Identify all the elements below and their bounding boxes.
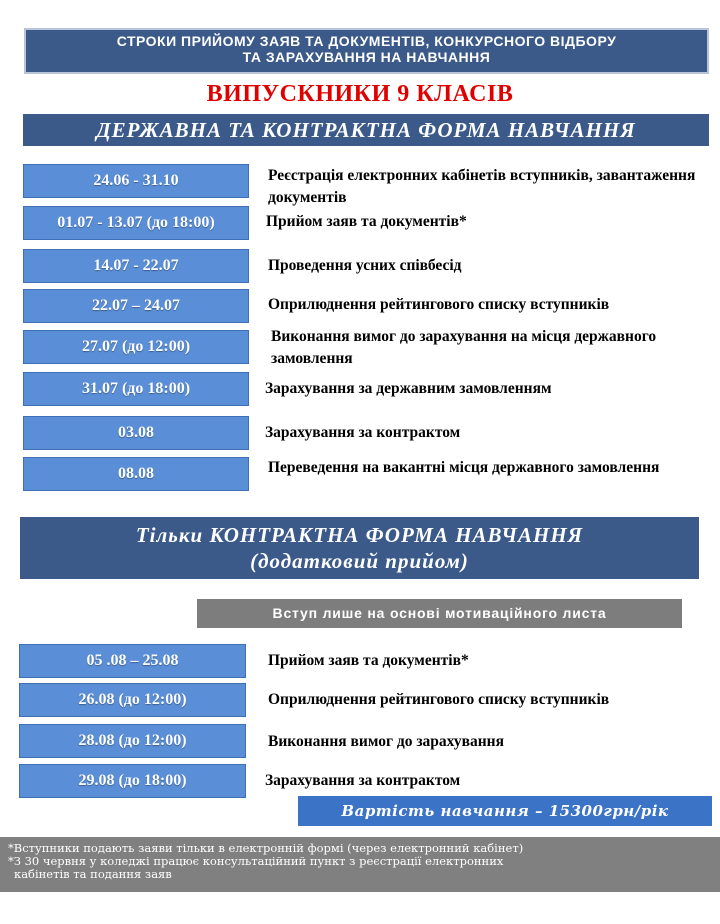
footer-note-electronic: *Вступники подають заяви тільки в електронній формі (через електронний кабінет): [8, 841, 524, 855]
tuition-price-banner: Вартість навчання – 15300грн/рік: [298, 796, 712, 826]
date-cell: 28.08 (до 12:00): [19, 724, 246, 758]
page-title: ВИПУСКНИКИ 9 КЛАСІВ: [206, 81, 514, 107]
footer-note-consultation: *З 30 червня у коледжі працює консультаційний пункт з реєстрації електронних: [8, 854, 504, 868]
schedule-description: Реєстрація електронних кабінетів вступників, завантаження документів: [268, 167, 696, 206]
date-cell: 26.08 (до 12:00): [19, 683, 246, 717]
schedule-description: Зарахування за державним замовленням: [265, 380, 552, 397]
date-cell: 01.07 - 13.07 (до 18:00): [23, 206, 249, 240]
schedule-description: Виконання вимог до зарахування на місця державного замовлення: [271, 328, 657, 367]
date-cell: 22.07 – 24.07: [23, 289, 249, 323]
schedule-description: Зарахування за контрактом: [265, 772, 461, 789]
header-line-1: СТРОКИ ПРИЙОМУ ЗАЯВ ТА ДОКУМЕНТІВ, КОНКУРСНОГО ВІДБОРУ: [116, 33, 617, 49]
footer-note-consultation-cont: кабінетів та подання заяв: [14, 867, 172, 881]
schedule-description: Переведення на вакантні місця державного замовлення: [268, 459, 660, 476]
schedule-description: Виконання вимог до зарахування: [268, 733, 504, 750]
motivation-letter-note: Вступ лише на основі мотиваційного листа: [197, 599, 682, 628]
date-cell: 03.08: [23, 416, 249, 450]
section-contract-only-line-1: Тільки КОНТРАКТНА ФОРМА НАВЧАННЯ: [135, 523, 584, 547]
schedule-description: Оприлюднення рейтингового списку вступників: [268, 691, 610, 708]
header-banner: [24, 28, 709, 74]
date-cell: 08.08: [23, 457, 249, 491]
date-cell: 27.07 (до 12:00): [23, 330, 249, 364]
date-cell: 29.08 (до 18:00): [19, 764, 246, 798]
section-contract-only-line-2: (додатковий прийом): [250, 549, 469, 573]
schedule-description: Прийом заяв та документів*: [268, 652, 469, 669]
schedule-description: Зарахування за контрактом: [265, 424, 461, 441]
date-cell: 31.07 (до 18:00): [23, 372, 249, 406]
section-state-contract-title: ДЕРЖАВНА ТА КОНТРАКТНА ФОРМА НАВЧАННЯ: [23, 114, 709, 146]
schedule-description: Проведення усних співбесід: [268, 257, 462, 274]
footer-notes: [0, 837, 720, 892]
date-cell: 05 .08 – 25.08: [19, 644, 246, 678]
section-contract-only-title: [20, 517, 699, 579]
schedule-description: Прийом заяв та документів*: [266, 213, 467, 230]
header-line-2: ТА ЗАРАХУВАННЯ НА НАВЧАННЯ: [242, 49, 491, 65]
schedule-description: Оприлюднення рейтингового списку вступників: [268, 296, 610, 313]
date-cell: 14.07 - 22.07: [23, 249, 249, 283]
date-cell: 24.06 - 31.10: [23, 164, 249, 198]
